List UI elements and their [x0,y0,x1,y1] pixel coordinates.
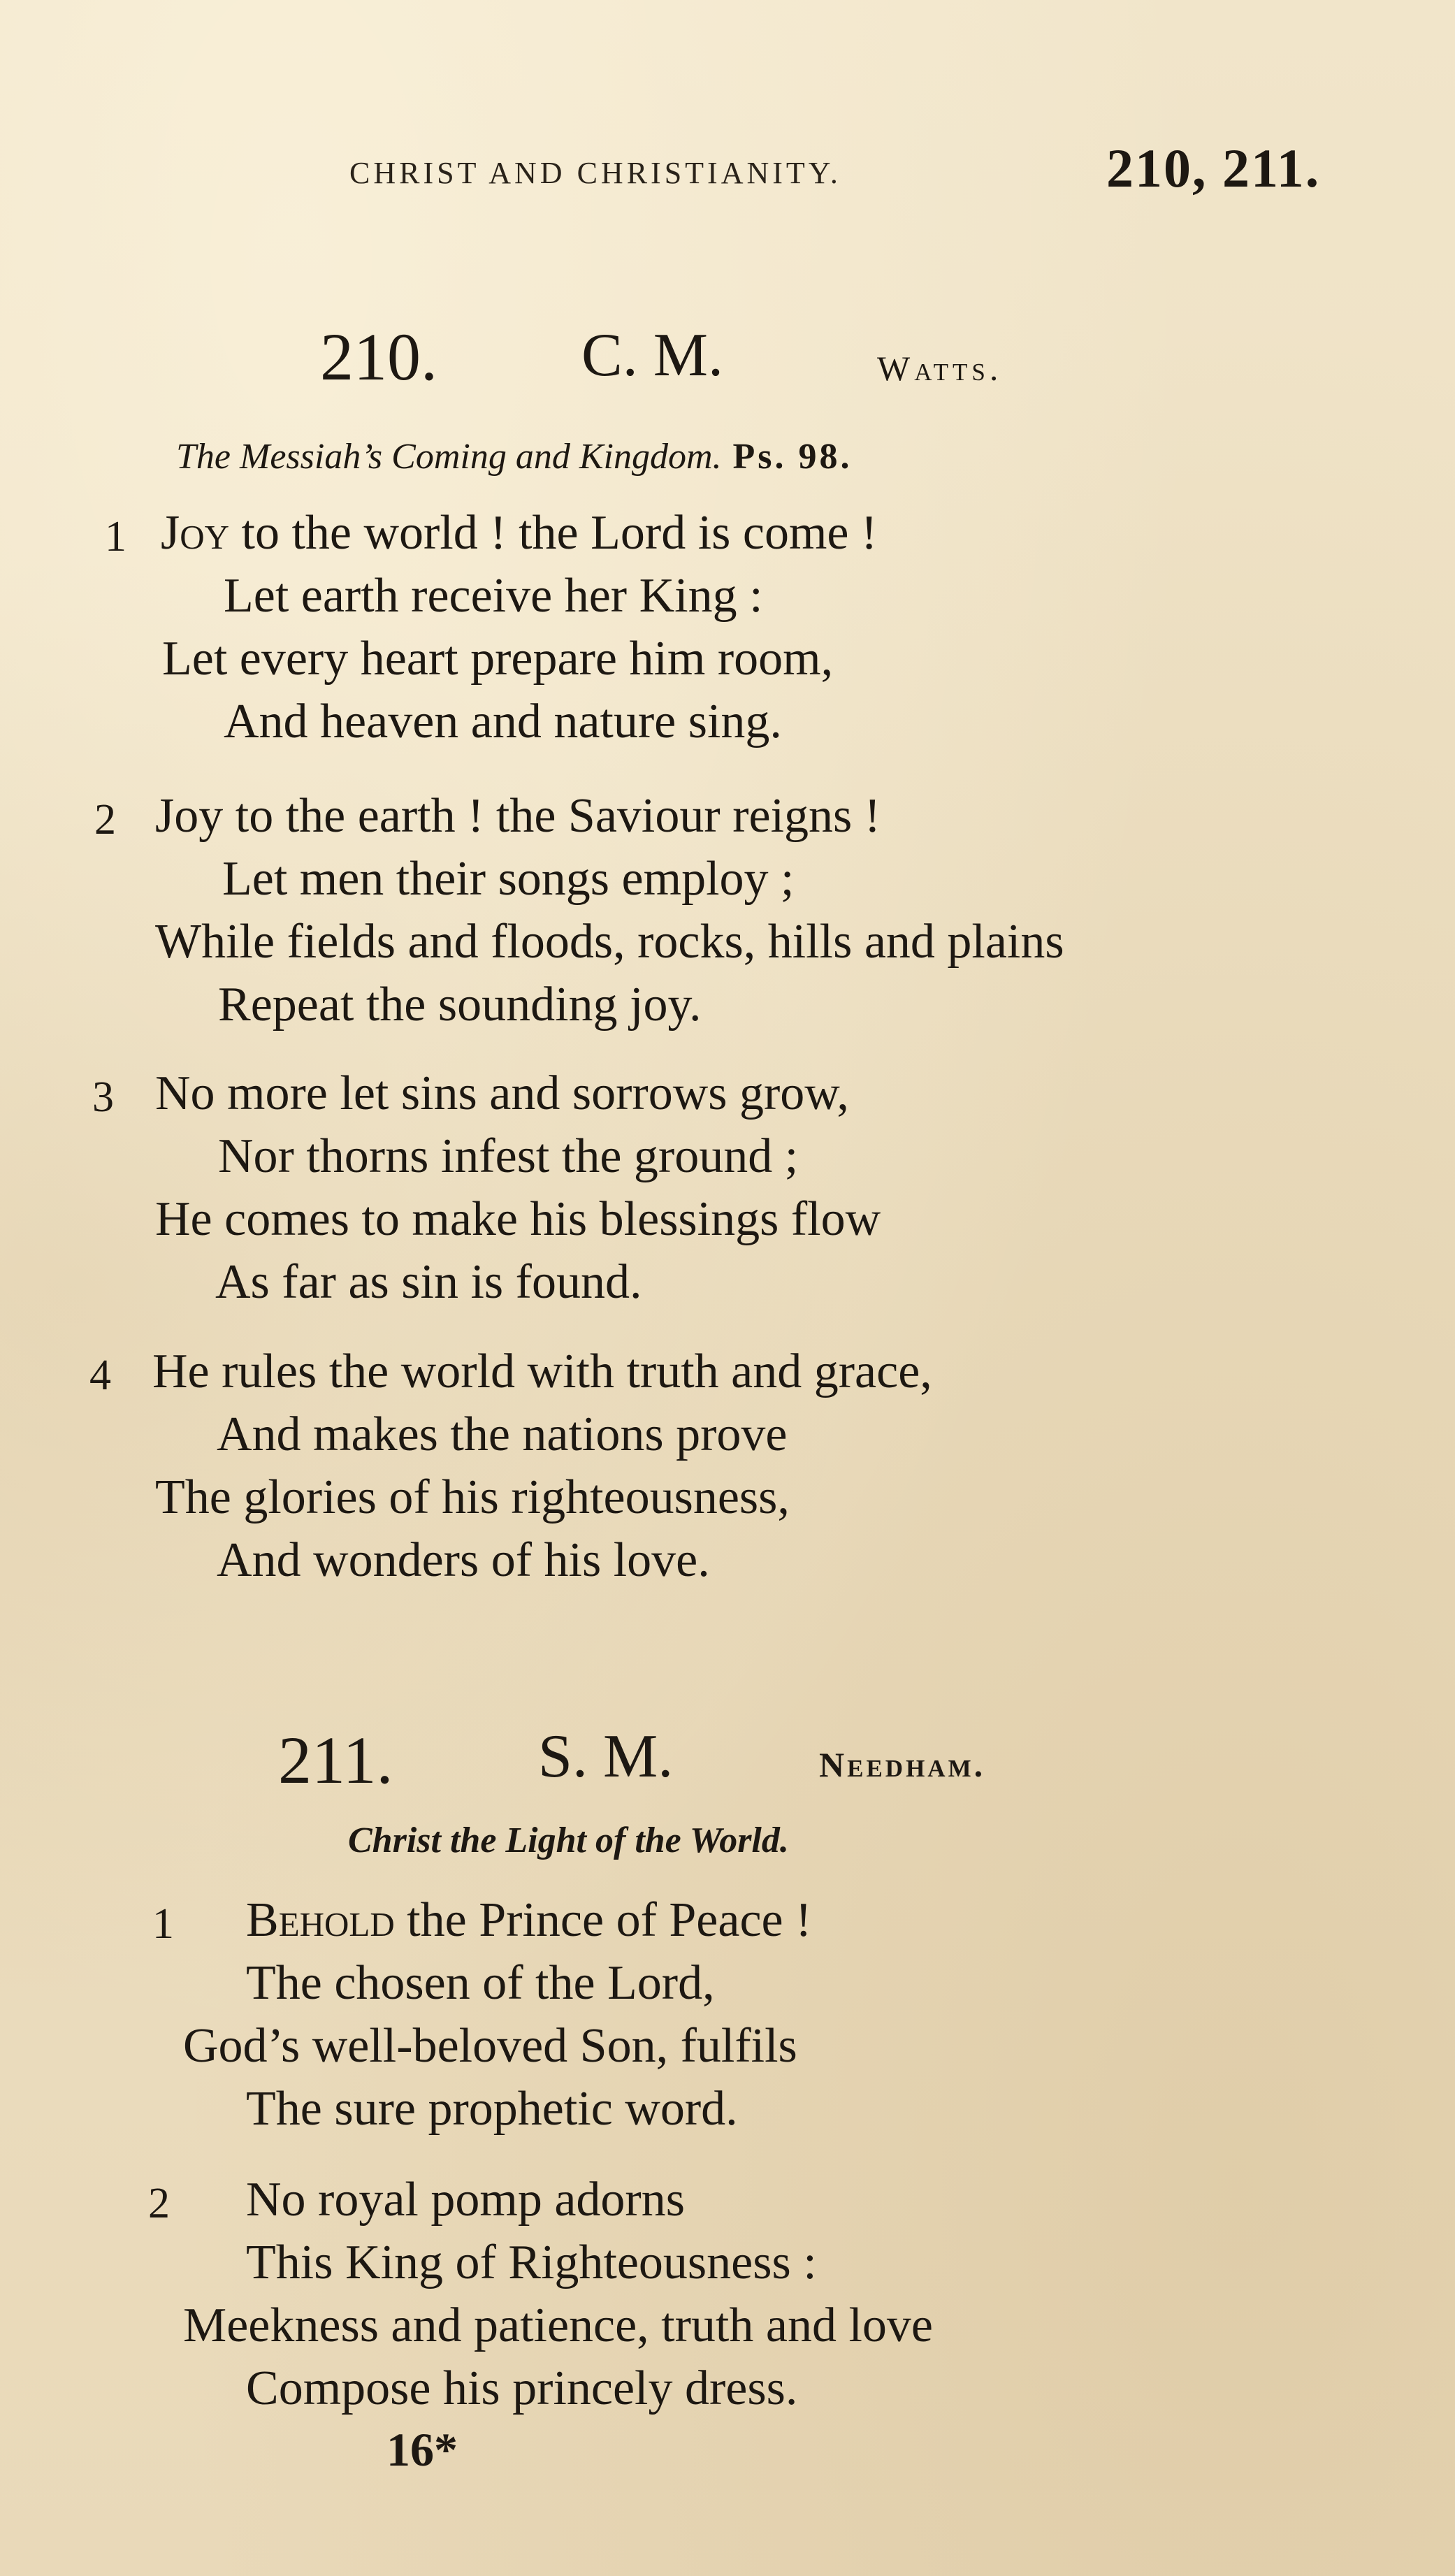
verse-line: And makes the nations prove [217,1408,788,1461]
hymn-210-number: 210. [320,319,437,394]
running-head: CHRIST AND CHRISTIANITY. [349,156,841,190]
verse-line: Compose his princely dress. [246,2361,798,2415]
stanza-number: 4 [89,1352,111,1399]
verse-line: Meekness and patience, truth and love [183,2299,933,2352]
verse-line: Joy to the world ! the Lord is come ! [161,506,878,560]
first-word: Behold [246,1893,395,1947]
hymn-211-number: 211. [278,1723,393,1797]
verse-line: God’s well-beloved Son, fulfils [183,2019,797,2073]
verse-line: And wonders of his love. [217,1533,710,1587]
verse-line: This King of Righteousness : [246,2236,817,2289]
verse-line: He rules the world with truth and grace, [152,1345,932,1398]
verse-line: Let every heart prepare him room, [162,632,834,686]
hymn-210-subtitle-text: The Messiah’s Coming and Kingdom. [176,437,722,477]
verse-line: He comes to make his blessings flow [155,1192,881,1246]
verse-line: Joy to the earth ! the Saviour reigns ! [155,789,881,843]
verse-line: Nor thorns infest the ground ; [218,1129,799,1183]
verse-line: Behold the Prince of Peace ! [246,1893,812,1947]
verse-line: And heaven and nature sing. [224,695,782,748]
hymn-211-subtitle: Christ the Light of the World. [348,1821,789,1860]
first-word: Joy [161,506,230,560]
verse-line: Let earth receive her King : [224,569,763,623]
hymn-210-psalm: Ps. 98. [732,437,853,477]
hymn-210-meter: C. M. [581,321,723,389]
stanza-number: 2 [148,2180,170,2227]
verse-line: No more let sins and sorrows grow, [155,1066,849,1120]
verse-line: The glories of his righteousness, [155,1470,790,1524]
signature-mark: 16* [386,2423,458,2476]
page-numbers: 210, 211. [1106,138,1321,198]
verse-line: The chosen of the Lord, [246,1956,715,2010]
hymn-211-author: Needham. [819,1745,986,1784]
stanza-number: 3 [92,1073,114,1121]
verse-line: As far as sin is found. [215,1255,642,1309]
hymn-210-subtitle [176,436,853,477]
verse-line: Repeat the sounding joy. [218,978,702,1032]
stanza-number: 1 [105,513,126,560]
verse-line: While fields and floods, rocks, hills and plains [155,915,1064,969]
stanza-number: 2 [94,796,116,844]
verse-line: Let men their songs employ ; [222,852,795,906]
verse-line: No royal pomp adorns [246,2173,685,2227]
verse-line: The sure prophetic word. [246,2082,738,2136]
stanza-number: 1 [152,1900,174,1948]
hymn-210-author: Watts. [877,349,1003,388]
hymn-211-meter: S. M. [538,1723,674,1790]
